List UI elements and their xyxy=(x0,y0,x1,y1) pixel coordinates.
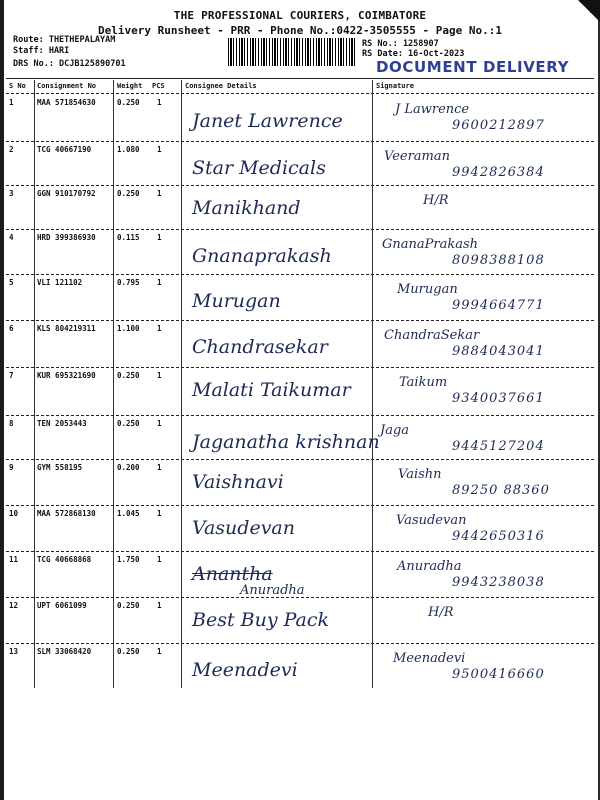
row-weight: 0.250 xyxy=(117,98,140,107)
row-consignee-name: Vasudevan xyxy=(192,517,295,539)
row-consignee-name: Anantha xyxy=(192,563,273,585)
row-sno: 11 xyxy=(9,555,19,564)
row-signature: Jaga xyxy=(380,423,410,438)
row-consignment-no: TEN 2053443 xyxy=(37,419,87,428)
row-sno: 13 xyxy=(9,647,19,656)
row-signature: Veeraman xyxy=(384,149,450,164)
row-consignment-no: MAA 572868130 xyxy=(37,509,96,518)
row-sno: 2 xyxy=(9,145,14,154)
row-consignment-no: VLI 121102 xyxy=(37,278,83,287)
row-weight: 1.045 xyxy=(117,509,140,518)
row-phone: 9500416660 xyxy=(452,667,545,682)
row-sno: 6 xyxy=(9,324,14,333)
row-pcs: 1 xyxy=(157,647,162,656)
row-consignment-no: UPT 6061099 xyxy=(37,601,87,610)
row-weight: 0.795 xyxy=(117,278,140,287)
row-phone: 9943238038 xyxy=(452,575,545,590)
row-divider xyxy=(6,229,594,230)
row-consignment-no: GGN 910170792 xyxy=(37,189,96,198)
row-consignee-name: Jaganatha krishnan xyxy=(192,431,380,453)
row-weight: 1.100 xyxy=(117,324,140,333)
row-consignee-name: Chandrasekar xyxy=(192,336,328,358)
row-signature: Meenadevi xyxy=(393,651,466,666)
row-signature: GnanaPrakash xyxy=(382,237,479,252)
document-delivery-stamp: DOCUMENT DELIVERY xyxy=(376,58,570,76)
row-signature: J Lawrence xyxy=(395,102,470,117)
row-divider xyxy=(6,551,594,552)
row-consignee-name: Best Buy Pack xyxy=(192,609,330,631)
row-consignee-name: Manikhand xyxy=(192,197,301,219)
rs-number: RS No.: 1258907 xyxy=(362,39,439,49)
drs-number: DRS No.: DCJB125890701 xyxy=(13,59,126,69)
row-consignment-no: GYM 558195 xyxy=(37,463,83,472)
row-weight: 0.250 xyxy=(117,189,140,198)
row-phone: 8098388108 xyxy=(452,253,545,268)
row-pcs: 1 xyxy=(157,189,162,198)
row-consignment-no: SLM 33068420 xyxy=(37,647,92,656)
row-signature: ChandraSekar xyxy=(384,328,480,343)
header-bottom-rule xyxy=(6,93,594,94)
row-weight: 0.250 xyxy=(117,647,140,656)
row-phone: 9445127204 xyxy=(452,439,545,454)
row-signature: Murugan xyxy=(397,282,458,297)
row-sno: 3 xyxy=(9,189,14,198)
row-divider xyxy=(6,367,594,368)
row-weight: 0.250 xyxy=(117,601,140,610)
row-pcs: 1 xyxy=(157,278,162,287)
row-signature: Vaishn xyxy=(398,467,442,482)
row-divider xyxy=(6,274,594,275)
row-divider xyxy=(6,185,594,186)
row-pcs: 1 xyxy=(157,555,162,564)
row-pcs: 1 xyxy=(157,324,162,333)
header-top-rule xyxy=(6,78,594,79)
row-sno: 7 xyxy=(9,371,14,380)
row-sno: 8 xyxy=(9,419,14,428)
row-divider xyxy=(6,415,594,416)
row-pcs: 1 xyxy=(157,509,162,518)
row-pcs: 1 xyxy=(157,145,162,154)
row-consignment-no: TCG 40668868 xyxy=(37,555,92,564)
row-weight: 0.250 xyxy=(117,419,140,428)
header-signature: Signature xyxy=(376,82,414,90)
row-consignment-no: MAA 571854630 xyxy=(37,98,96,107)
row-sno: 12 xyxy=(9,601,19,610)
row-phone: 9884043041 xyxy=(452,344,545,359)
row-pcs: 1 xyxy=(157,463,162,472)
row-divider xyxy=(6,141,594,142)
row-sno: 9 xyxy=(9,463,14,472)
row-consignee-name: Malati Taikumar xyxy=(192,379,351,401)
row-consignee-name: Vaishnavi xyxy=(192,471,284,493)
runsheet-subtitle: Delivery Runsheet - PRR - Phone No.:0422-3505555 - Page No.:1 xyxy=(98,24,502,37)
row-weight: 1.080 xyxy=(117,145,140,154)
row-consignee-name: Star Medicals xyxy=(192,157,326,179)
company-title: THE PROFESSIONAL COURIERS, COIMBATORE xyxy=(173,9,427,22)
row-divider xyxy=(6,643,594,644)
row-signature: Anuradha xyxy=(397,559,462,574)
row-phone: 9942826384 xyxy=(452,165,545,180)
row-consignee-correction: Anuradha xyxy=(240,583,305,598)
row-weight: 0.200 xyxy=(117,463,140,472)
row-phone: 9340037661 xyxy=(452,391,545,406)
row-phone: 89250 88360 xyxy=(452,483,550,498)
row-pcs: 1 xyxy=(157,419,162,428)
row-sno: 10 xyxy=(9,509,19,518)
row-weight: 0.250 xyxy=(117,371,140,380)
row-sno: 5 xyxy=(9,278,14,287)
row-pcs: 1 xyxy=(157,371,162,380)
route-label: Route: THETHEPALAYAM xyxy=(13,35,116,45)
header-consignment: Consignment No xyxy=(37,82,97,90)
row-divider xyxy=(6,597,594,598)
row-signature: H/R xyxy=(423,193,449,208)
row-weight: 0.115 xyxy=(117,233,140,242)
row-consignment-no: TCG 40667190 xyxy=(37,145,92,154)
row-consignee-name: Murugan xyxy=(192,290,281,312)
row-signature: Taikum xyxy=(399,375,448,390)
header-weight: Weight xyxy=(117,82,143,90)
scan-edge-left xyxy=(0,0,4,800)
row-consignee-name: Meenadevi xyxy=(192,659,298,681)
row-consignee-name: Janet Lawrence xyxy=(192,110,343,132)
row-consignment-no: HRD 399386930 xyxy=(37,233,96,242)
row-pcs: 1 xyxy=(157,233,162,242)
rs-date: RS Date: 16-Oct-2023 xyxy=(362,49,465,59)
row-weight: 1.750 xyxy=(117,555,140,564)
row-pcs: 1 xyxy=(157,601,162,610)
row-divider xyxy=(6,505,594,506)
header-consignee: Consignee Details xyxy=(185,82,257,90)
row-signature: H/R xyxy=(428,605,454,620)
row-signature: Vasudevan xyxy=(396,513,467,528)
row-divider xyxy=(6,459,594,460)
row-consignee-name: Gnanaprakash xyxy=(192,245,332,267)
row-phone: 9442650316 xyxy=(452,529,545,544)
staff-label: Staff: HARI xyxy=(13,46,70,56)
row-consignment-no: KLS 804219311 xyxy=(37,324,96,333)
header-sno: S No xyxy=(9,82,26,90)
row-divider xyxy=(6,320,594,321)
barcode xyxy=(228,38,356,66)
header-pcs: PCS xyxy=(152,82,165,90)
row-pcs: 1 xyxy=(157,98,162,107)
row-phone: 9994664771 xyxy=(452,298,545,313)
row-sno: 1 xyxy=(9,98,14,107)
row-phone: 9600212897 xyxy=(452,118,545,133)
row-consignment-no: KUR 695321690 xyxy=(37,371,96,380)
row-sno: 4 xyxy=(9,233,14,242)
